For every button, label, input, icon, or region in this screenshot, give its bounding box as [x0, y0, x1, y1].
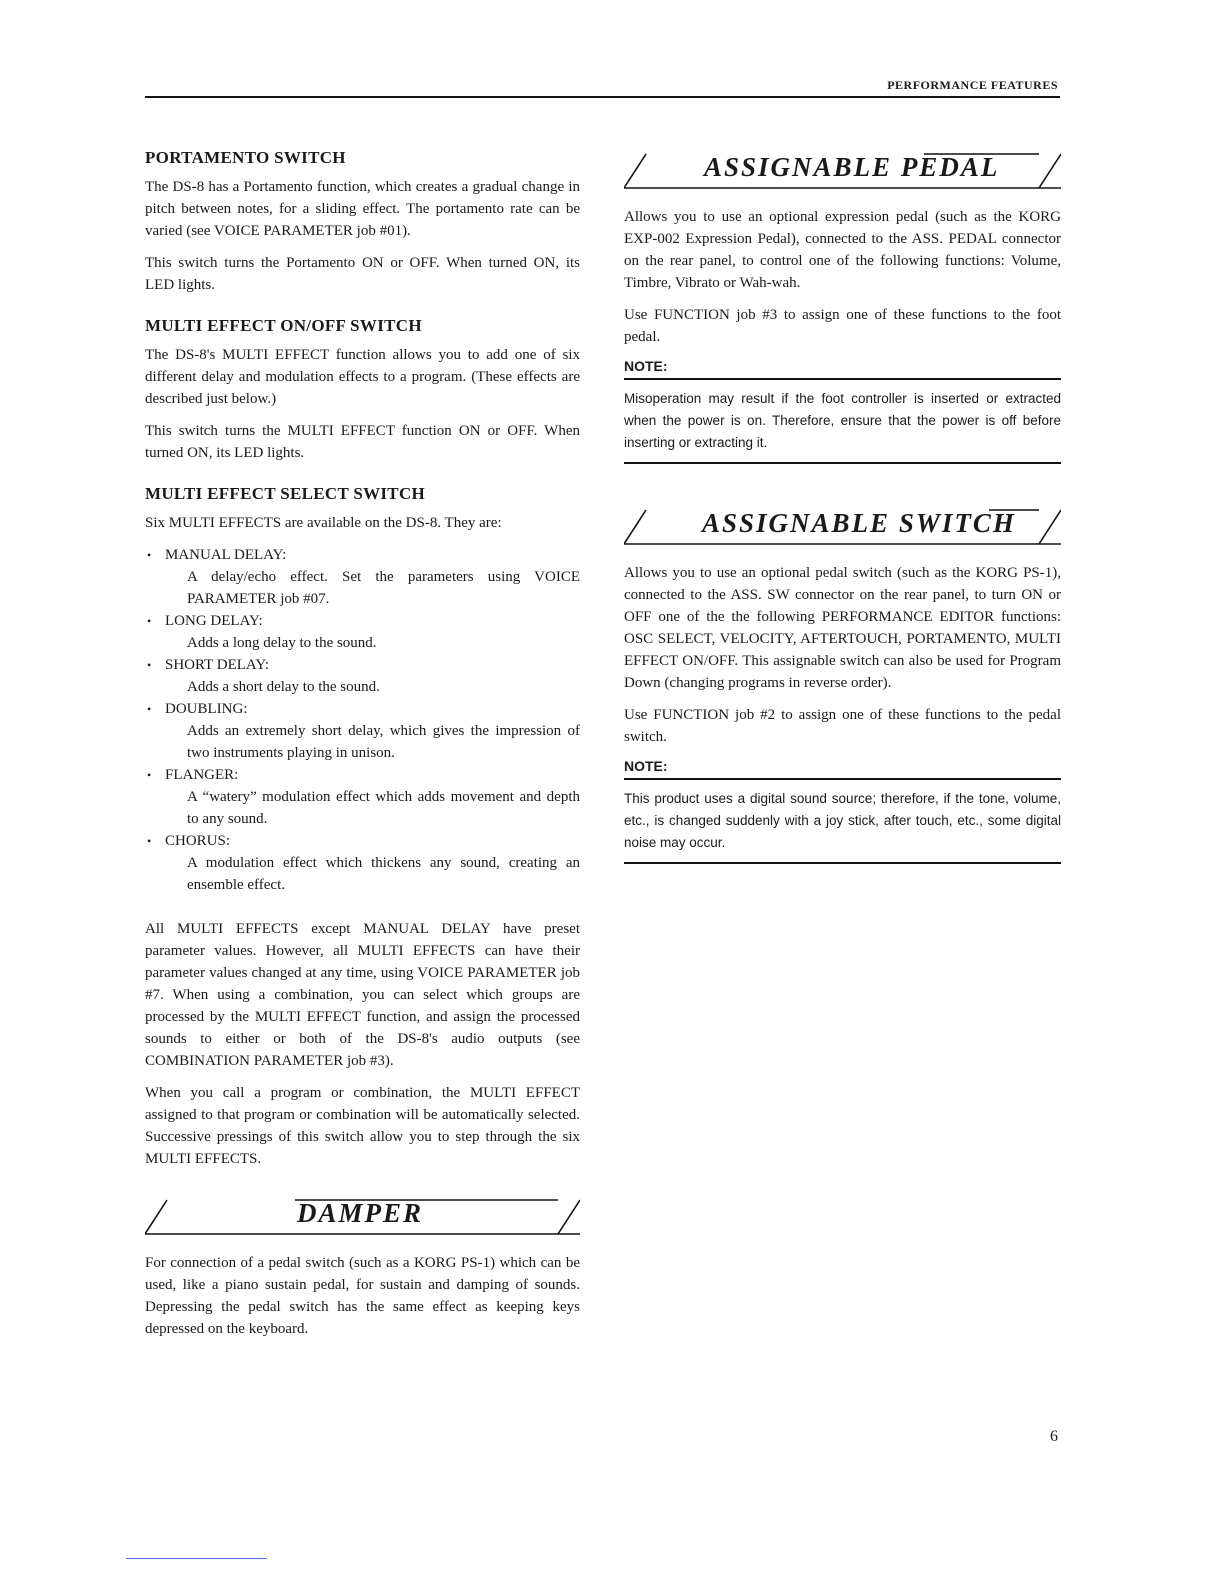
assignable-switch-paragraph-2: Use FUNCTION job #2 to assign one of these functions to the pedal switch.	[624, 707, 1061, 745]
damper-banner	[145, 1194, 580, 1238]
list-item	[145, 698, 580, 764]
effect-description: Adds a long delay to the sound.	[187, 635, 377, 651]
list-item	[145, 544, 580, 610]
portamento-heading: PORTAMENTO SWITCH	[145, 148, 346, 167]
damper-title: DAMPER	[297, 1198, 424, 1228]
effect-name: • LONG DELAY:	[145, 610, 580, 632]
right-column	[624, 148, 1061, 872]
effect-description: Adds a short delay to the sound.	[187, 679, 380, 695]
note-label: NOTE:	[624, 358, 668, 374]
effect-name: • MANUAL DELAY:	[145, 544, 580, 566]
assignable-switch-banner	[624, 504, 1061, 548]
note-top-rule	[624, 778, 1061, 780]
assignable-switch-note: This product uses a digital sound source; therefore, if the tone, volume, etc., is changed suddenly with a joy stick, after touch, etc., some digital noise may occur.	[624, 791, 1061, 850]
running-head: PERFORMANCE FEATURES	[887, 78, 1058, 92]
multi-select-heading: MULTI EFFECT SELECT SWITCH	[145, 484, 426, 503]
page-number: 6	[1050, 1428, 1058, 1445]
portamento-paragraph-1: The DS-8 has a Portamento function, which creates a gradual change in pitch between notes, for a sliding effect. The portamento rate can be varied (see VOICE PARAMETER job #01).	[145, 179, 580, 239]
effect-name: • CHORUS:	[145, 830, 580, 852]
effect-name: • SHORT DELAY:	[145, 654, 580, 676]
list-item	[145, 830, 580, 896]
assignable-pedal-paragraph-1: Allows you to use an optional expression pedal (such as the KORG EXP-002 Expression Pedal), connected to the ASS. PEDAL connector on the rear panel, to control one of the following functions: Volume, Timbre, Vibrato or Wah-wah.	[624, 209, 1061, 291]
multi-onoff-heading: MULTI EFFECT ON/OFF SWITCH	[145, 316, 422, 335]
effect-description: A “watery” modulation effect which adds movement and depth to any sound.	[187, 789, 580, 827]
assignable-pedal-note: Misoperation may result if the foot controller is inserted or extracted when the power is on. Therefore, ensure that the power is off before inserting or extracting it.	[624, 391, 1061, 450]
note-top-rule	[624, 378, 1061, 380]
multi-onoff-paragraph-2: This switch turns the MULTI EFFECT function ON or OFF. When turned ON, its LED lights.	[145, 423, 580, 461]
multi-select-paragraph-2: When you call a program or combination, the MULTI EFFECT assigned to that program or combination will be automatically selected. Successive pressings of this switch allow you to step through the six MULTI EFFECTS.	[145, 1085, 580, 1167]
assignable-pedal-title: ASSIGNABLE PEDAL	[704, 152, 1000, 182]
effect-name: • DOUBLING:	[145, 698, 580, 720]
assignable-pedal-paragraph-2: Use FUNCTION job #3 to assign one of these functions to the foot pedal.	[624, 307, 1061, 345]
note-label: NOTE:	[624, 758, 668, 774]
note-bottom-rule	[624, 462, 1061, 464]
header-rule	[145, 96, 1060, 98]
multi-select-paragraph-1: All MULTI EFFECTS except MANUAL DELAY have preset parameter values. However, all MULTI EFFECTS can have their parameter values changed at any time, using VOICE PARAMETER job #7. When using a combination, you can select which groups are processed by the MULTI EFFECT function, and assign the processed sounds to either or both of the DS-8's audio outputs (see COMBINATION PARAMETER job #3).	[145, 921, 580, 1069]
assignable-switch-paragraph-1: Allows you to use an optional pedal switch (such as the KORG PS-1), connected to the ASS. SW connector on the rear panel, to turn ON or OFF one of the the following PERFORMANCE EDITOR functions: OSC SELECT, VELOCITY, AFTERTOUCH, PORTAMENTO, MULTI EFFECT ON/OFF. This assignable switch can also be used for Program Down (changing programs in reverse order).	[624, 565, 1061, 691]
multi-onoff-paragraph-1: The DS-8's MULTI EFFECT function allows you to add one of six different delay and modulation effects to a program. (These effects are described just below.)	[145, 347, 580, 407]
effect-name: • FLANGER:	[145, 764, 580, 786]
list-item	[145, 764, 580, 830]
assignable-pedal-banner	[624, 148, 1061, 192]
list-item	[145, 654, 580, 698]
left-column	[145, 148, 580, 1350]
list-item	[145, 610, 580, 654]
multi-select-intro: Six MULTI EFFECTS are available on the DS-8. They are:	[145, 515, 502, 531]
footer-link-underline	[126, 1558, 267, 1559]
damper-paragraph: For connection of a pedal switch (such as a KORG PS-1) which can be used, like a piano sustain pedal, for sustain and damping of sounds. Depressing the pedal switch has the same effect as keeping keys depressed on the keyboard.	[145, 1255, 580, 1337]
assignable-switch-title: ASSIGNABLE SWITCH	[702, 508, 1016, 538]
portamento-paragraph-2: This switch turns the Portamento ON or OFF. When turned ON, its LED lights.	[145, 255, 580, 293]
effect-description: A modulation effect which thickens any sound, creating an ensemble effect.	[187, 855, 580, 893]
effects-list	[145, 544, 580, 896]
note-bottom-rule	[624, 862, 1061, 864]
effect-description: A delay/echo effect. Set the parameters using VOICE PARAMETER job #07.	[187, 569, 580, 607]
effect-description: Adds an extremely short delay, which gives the impression of two instruments playing in unison.	[187, 723, 580, 761]
